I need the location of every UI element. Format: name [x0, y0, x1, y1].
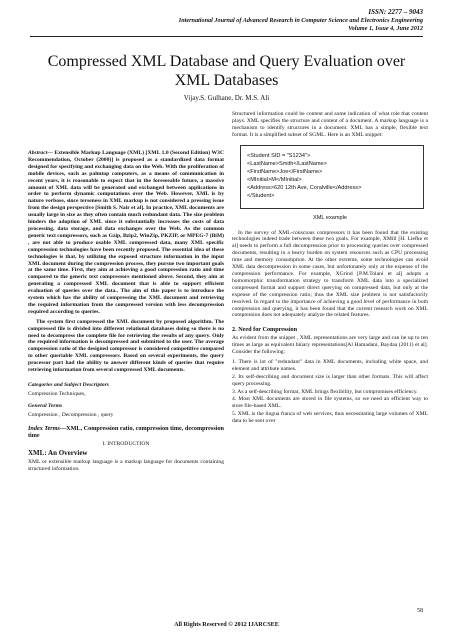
- left-column: [28, 150, 224, 476]
- snippet-line: <LastName>Smith</LastName>: [247, 160, 327, 167]
- abstract-para2: The system first compressed the XML document by proposed algorithm. The compressed file is divided into different relational databases doing so there is no need to decompress the complete file for retrieving the results of any query. Only the required information is decompressed and submitted to the user. The average compression ratio of the designed compressor is considered competitive compared to other queriable XML compressors. Based on several experiments, the query processor part had the ability to answer different kinds of queries that require retrieving information from several compressed XML documents.: [28, 318, 224, 374]
- index-terms: [28, 425, 224, 440]
- need-item: 5. XML is the lingua franca of web services, thus necessitating large volumes of XML data to be sent over: [232, 411, 428, 425]
- index-terms-lead: Index Terms: [28, 424, 60, 432]
- issn: ISSN: 2277 – 9043: [368, 8, 423, 16]
- general-terms-value: Compression , Decompression , query: [28, 411, 114, 418]
- xml-overview-text: XML or extensible markup language is a markup language for documents containing structured information.: [28, 459, 224, 473]
- header-rule: [30, 36, 423, 37]
- need-item: 4. Most XML documents are stored in file systems, so we need an efficient way to store file-based XML.: [232, 396, 428, 410]
- categories-heading: Categories and Subject Descriptors: [28, 382, 109, 388]
- general-terms-heading: General Terms: [28, 402, 63, 409]
- abstract: [28, 150, 224, 316]
- right-para2: In the survey of XML-conscious compressors it has been found that the existing technologies indeed trade between these two goals. For example, XMill [H. Liefke et al] needs to perform a full decompression prior to processing queries over compressed documents, resulting in a heavy burden on system resources such as CPU processing time and memory consumption. At the other extreme, some technologies can avoid XML data decompression in some cases, but unfortunately only at the expense of the compression performance. For example, XGrind [P.M.Tolani et al] adopts a homomorphic transformation strategy to transform XML data into a specialized compressed format and support direct querying on compressed data, but only at the expense of the compression ratio; thus the XML size problem is not satisfactorily resolved. In regard to the importance of achieving a good level of performance in both compression and querying, it has been found that the current research work on XML compression does not adequately analyze the related features.: [232, 229, 428, 319]
- need-item: 1. There is lot of "redundant" data in XML documents, including white space, and element and attribute names.: [232, 358, 428, 372]
- journal-header: [40, 17, 423, 33]
- snippet-line: <Student SID = "S1234">: [247, 152, 311, 159]
- xml-overview-heading: XML: An Overview: [28, 448, 88, 457]
- need-item: 3. As a self-describing format, XML brings flexibility, but compromises efficiency.: [232, 388, 418, 395]
- snippet-line: <Address>620 12th Ave, Coralville</Address>: [247, 184, 362, 191]
- right-intro: Structured information could be content and some indication of what role that content plays. XML specifies the structure and content of a document. A markup language is a mechanism to identify structures in a document. XML has a simple, flexible text format. It is a simplified subset of SGML. Here is an XML snippet:: [232, 111, 428, 138]
- xml-snippet-box: [240, 145, 424, 209]
- footer-copyright: All Rights Reserved © 2012 IJARCSEE: [174, 621, 279, 628]
- need-item: 2. Its self-describing and document size is larger than other formats. This will affect query processing.: [232, 373, 428, 387]
- abstract-lead: Abstract—: [28, 150, 53, 156]
- journal-name: International Journal of Advanced Research in Computer Science and Electronics Engineering: [178, 17, 423, 24]
- paper-title: Compressed XML Database and Query Evaluation over XML Databases: [47, 53, 406, 89]
- paper-authors: Vijay.S. Gulhane, Dr. M.S. Ali: [183, 94, 270, 102]
- categories-value: Compression Techniques,: [28, 390, 86, 397]
- abstract-text: Extensible Markup Language (XML) [XML 1.0 (Second Edition) W3C Recommendation, October (2000)] is proposed as a standardized data format designed for specifying and exchanging data on the Web. With the proliferation of mobile devices, such as palmtop computers, as a means of communication in recent years, it is reasonable to expect that in the foreseeable future, a massive amount of XML data will be generated and exchanged between applications in order to perform dynamic computations over the Web. However, XML is by nature verbose, since terseness in XML markup is not considered a pressing issue from the design perspective [Smith S. Nair et al]. In practice, XML documents are usually large in size as they often contain much redundant data. The size problem hinders the adoption of XML since it substantially increases the costs of data processing, data storage, and data exchanges over the Web. As the common generic text compressors, such as Gzip, Bzip2, WinZip, PKZIP, or MPEG-7 (BiM) , are not able to produce usable XML compressed data, many XML specific compression technologies have been recently proposed. The essential idea of these technologies is that, by utilizing the exposed structure information in the input XML document during the compression process, they pursue two important goals at the same time. First, they aim at achieving a good compression ratio and time compared to the generic text compressors mentioned above. Second, they aim at generating a compressed XML document that is able to support efficient evaluation of queries over the data.. The aim of this paper is to introduce the system which has the ability of compressing the XML document and retrieving the required information from the compressed version with less decompression required according to queries.: [28, 150, 224, 315]
- intro-heading: I. INTRODUCTION: [102, 440, 150, 447]
- snippet-line: <MInitial>M</MInitial>: [247, 176, 302, 183]
- right-column: [232, 111, 428, 426]
- need-heading: 2. Need for Compression: [232, 326, 298, 334]
- need-intro: As evident from the snippet , XML representations are very large and can be up to ten times as large as equivalent binary representations[Al Hamadani, Baydaa (2011) et al]. Consider the following:: [232, 335, 428, 356]
- snippet-line: </Student>: [247, 192, 275, 199]
- snippet-caption: XML example: [313, 214, 347, 221]
- index-terms-text: —XML, Compression ratio, compression time, decompression time: [28, 424, 224, 440]
- snippet-line: <FirstName>Joe</FirstName>: [247, 168, 323, 175]
- page-number: 58: [417, 608, 423, 614]
- journal-volume: Volume 1, Issue 4, June 2012: [348, 25, 423, 32]
